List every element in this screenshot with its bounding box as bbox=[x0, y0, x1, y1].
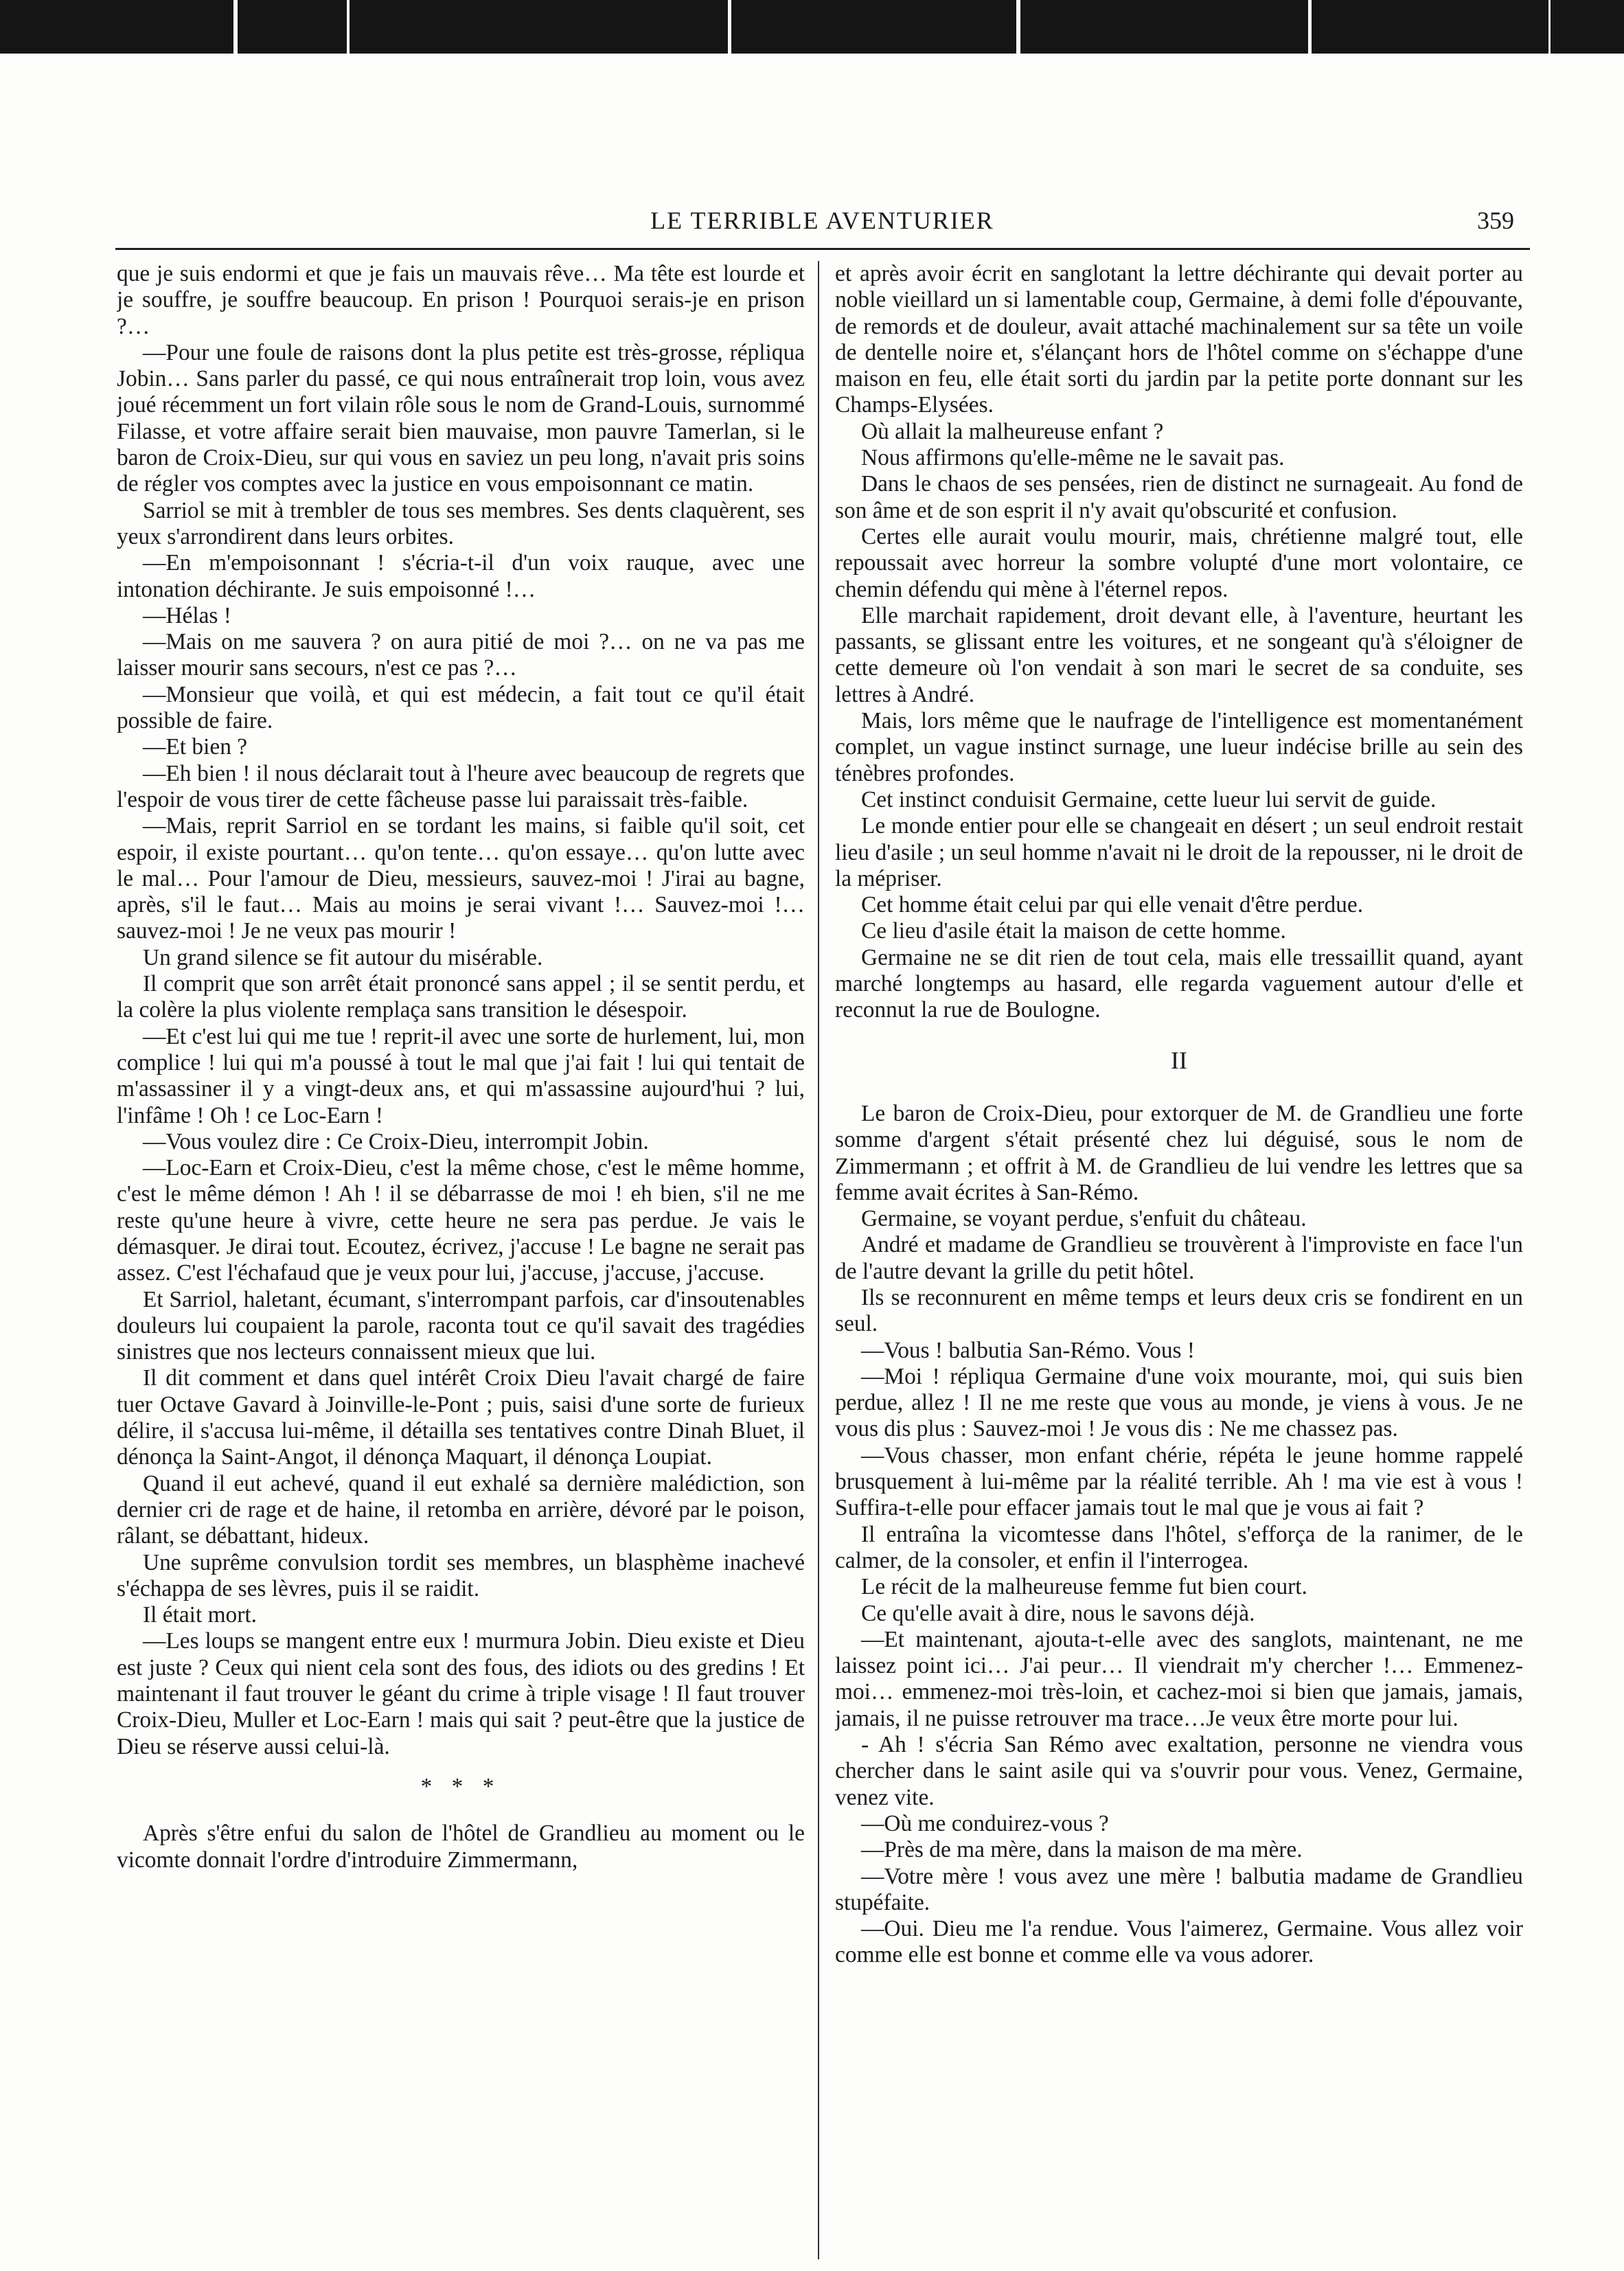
paragraph: —Les loups se mangent entre eux ! murmura Jobin. Dieu existe et Dieu est juste ? Ceux qui nient cela sont des fous, des idiots ou des gredins ! Et maintenant il faut trouver le géant du crime à triple visage ! Il faut trouver Croix-Dieu, Muller et Loc-Earn ! mais qui sait ? peut-être que la justice de Dieu se réserve aussi celui-là. bbox=[117, 1628, 805, 1759]
paragraph: Sarriol se mit à trembler de tous ses membres. Ses dents claquèrent, ses yeux s'arrondirent dans leurs orbites. bbox=[117, 497, 805, 549]
paragraph: Elle marchait rapidement, droit devant elle, à l'aventure, heurtant les passants, se glissant entre les voitures, et ne songeant qu'à s'éloigner de cette demeure où l'on vendait à son mari le secret de sa conduite, ses lettres à André. bbox=[835, 602, 1523, 707]
running-title: LE TERRIBLE AVENTURIER bbox=[650, 207, 994, 234]
paragraph: Ce qu'elle avait à dire, nous le savons déjà. bbox=[861, 1600, 1255, 1626]
section-separator: * * * bbox=[420, 1773, 501, 1799]
paragraph: Une suprême convulsion tordit ses membres, un blasphème inachevé s'échappa de ses lèvres, puis il se raidit. bbox=[117, 1549, 805, 1601]
paragraph: Cet homme était celui par qui elle venait d'être perdue. bbox=[861, 892, 1364, 918]
paragraph: Germaine ne se dit rien de tout cela, mais elle tressaillit quand, ayant marché longtemps au hasard, elle regarda vaguement autour d'elle et reconnut la rue de Boulogne. bbox=[835, 944, 1523, 1023]
page-number: 359 bbox=[1477, 207, 1514, 234]
paragraph: —Votre mère ! vous avez une mère ! balbutia madame de Grandlieu stupéfaite. bbox=[835, 1863, 1523, 1915]
paragraph: Il comprit que son arrêt était prononcé sans appel ; il se sentit perdu, et la colère la plus violente remplaça sans transition le désespoir. bbox=[117, 971, 805, 1023]
paragraph: et après avoir écrit en sanglotant la lettre déchirante qui devait porter au noble vieillard un si lamentable coup, Germaine, à demi folle d'épouvante, de remords et de douleur, avait attaché machinalement sur sa tête un voile de dentelle noire et, s'élançant hors de l'hôtel comme on s'échappe d'une maison en feu, elle était sorti du jardin par la petite porte donnant sur les Champs-Elysées. bbox=[835, 261, 1523, 418]
paragraph: Ils se reconnurent en même temps et leurs deux cris se fondirent en un seul. bbox=[835, 1284, 1523, 1337]
paragraph: Germaine, se voyant perdue, s'enfuit du château. bbox=[861, 1206, 1307, 1232]
paragraph: —Vous chasser, mon enfant chérie, répéta le jeune homme rappelé brusquement à lui-même par la réalité terrible. Ah ! ma vie est à vous ! Suffira-t-elle pour effacer jamais tout le mal que je vous ai fait ? bbox=[835, 1442, 1523, 1521]
right-column bbox=[835, 261, 1523, 2263]
paragraph: Mais, lors même que le naufrage de l'intelligence est momentanément complet, un vague instinct surnage, une lueur indécise brille au sein des ténèbres profondes. bbox=[835, 708, 1523, 786]
page-header bbox=[117, 203, 1528, 244]
paragraph: Le monde entier pour elle se changeait en désert ; un seul endroit restait lieu d'asile ; un seul homme n'avait ni le droit de la repousser, ni le droit de la mépriser. bbox=[835, 813, 1523, 891]
paragraph: —En m'empoisonnant ! s'écria-t-il d'un voix rauque, avec une intonation déchirante. Je suis empoisonné !… bbox=[117, 550, 805, 602]
paragraph: Il dit comment et dans quel intérêt Croix Dieu l'avait chargé de faire tuer Octave Gavard à Joinville-le-Pont ; puis, saisi d'une sorte de furieux délire, il s'accusa lui-même, il détailla ses tentatives contre Dinah Bluet, il dénonça la Saint-Angot, il dénonça Maquart, il dénonça Loupiat. bbox=[117, 1365, 805, 1470]
column-divider bbox=[818, 261, 819, 2259]
paragraph: que je suis endormi et que je fais un mauvais rêve… Ma tête est lourde et je souffre, je souffre beaucoup. En prison ! Pourquoi serais-je en prison ?… bbox=[117, 261, 805, 339]
paragraph: —Et maintenant, ajouta-t-elle avec des sanglots, maintenant, ne me laissez point ici… J'ai peur… Il viendrait m'y chercher !… Emmenez-moi… emmenez-moi très-loin, et cachez-moi si bien que jamais, jamais, jamais, il ne puisse retrouver ma trace…Je veux être morte pour lui. bbox=[835, 1626, 1523, 1731]
scan-top-band bbox=[0, 0, 1624, 54]
paragraph: —Où me conduirez-vous ? bbox=[861, 1810, 1109, 1836]
paragraph: —Vous ! balbutia San-Rémo. Vous ! bbox=[861, 1337, 1196, 1363]
paragraph: —Monsieur que voilà, et qui est médecin, a fait tout ce qu'il était possible de faire. bbox=[117, 681, 805, 734]
paragraph: Où allait la malheureuse enfant ? bbox=[861, 418, 1164, 444]
paragraph: —Et bien ? bbox=[143, 734, 248, 760]
paragraph: Le baron de Croix-Dieu, pour extorquer de M. de Grandlieu une forte somme d'argent s'était présenté chez lui déguisé, sous le nom de Zimmermann ; et offrit à M. de Grandlieu de lui vendre les lettres que sa femme avait écrites à San-Rémo. bbox=[835, 1100, 1523, 1205]
paragraph: Cet instinct conduisit Germaine, cette lueur lui servit de guide. bbox=[861, 786, 1437, 812]
paragraph: Après s'être enfui du salon de l'hôtel de Grandlieu au moment ou le vicomte donnait l'ordre d'introduire Zimmermann, bbox=[117, 1821, 805, 1873]
paragraph: —Eh bien ! il nous déclarait tout à l'heure avec beaucoup de regrets que l'espoir de vous tirer de cette fâcheuse passe lui paraissait très-faible. bbox=[117, 760, 805, 812]
paragraph: Nous affirmons qu'elle-même ne le savait pas. bbox=[861, 445, 1285, 471]
paragraph: —Mais on me sauvera ? on aura pitié de moi ?… on ne va pas me laisser mourir sans secours, n'est ce pas ?… bbox=[117, 629, 805, 681]
paragraph: Dans le chaos de ses pensées, rien de distinct ne surnageait. Au fond de son âme et de son esprit il n'y avait qu'obscurité et confusion. bbox=[835, 471, 1523, 523]
paragraph: André et madame de Grandlieu se trouvèrent à l'improviste en face l'un de l'autre devant la grille du petit hôtel. bbox=[835, 1232, 1523, 1284]
paragraph: —Mais, reprit Sarriol en se tordant les mains, si faible qu'il soit, cet espoir, il existe pourtant… qu'on tente… qu'on essaye… qu'on lutte avec le mal… Pour l'amour de Dieu, messieurs, sauvez-moi ! J'irai au bagne, après, s'il le faut… Mais au moins je serai vivant !… Sauvez-moi !… sauvez-moi ! Je ne veux pas mourir ! bbox=[117, 813, 805, 944]
paragraph: Il était mort. bbox=[143, 1602, 257, 1628]
paragraph: Il entraîna la vicomtesse dans l'hôtel, s'efforça de la ranimer, de le calmer, de la consoler, et enfin il l'interrogea. bbox=[835, 1521, 1523, 1573]
paragraph: —Hélas ! bbox=[143, 602, 231, 628]
paragraph: —Oui. Dieu me l'a rendue. Vous l'aimerez, Germaine. Vous allez voir comme elle est bonne et comme elle va vous adorer. bbox=[835, 1916, 1523, 1968]
paragraph: —Loc-Earn et Croix-Dieu, c'est la même chose, c'est le même homme, c'est le même démon ! Ah ! il se débarrasse de moi ! eh bien, s'il ne me reste qu'une heure à vivre, cette heure ne sera pas perdue. Je vais le démasquer. Je dirai tout. Ecoutez, écrivez, j'accuse ! Le bagne ne serait pas assez. C'est l'échafaud que je veux pour lui, j'accuse, j'accuse, j'accuse. bbox=[117, 1155, 805, 1286]
header-rule bbox=[115, 248, 1530, 250]
paragraph: Ce lieu d'asile était la maison de cette homme. bbox=[861, 918, 1286, 944]
paragraph: —Vous voulez dire : Ce Croix-Dieu, interrompit Jobin. bbox=[143, 1128, 649, 1154]
left-column bbox=[117, 261, 805, 2263]
paragraph: Quand il eut achevé, quand il eut exhalé sa dernière malédiction, son dernier cri de rage et de haine, il retomba en arrière, dévoré par le poison, râlant, se débattant, hideux. bbox=[117, 1470, 805, 1549]
paragraph: —Moi ! répliqua Germaine d'une voix mourante, moi, qui suis bien perdue, allez ! Il ne me reste que vous au monde, je viens à vous. Je ne vous dis plus : Sauvez-moi ! Je vous dis : Ne me chassez pas. bbox=[835, 1363, 1523, 1442]
paragraph: Et Sarriol, haletant, écumant, s'interrompant parfois, car d'insoutenables douleurs lui coupaient la parole, raconta tout ce qu'il savait des tragédies sinistres que nos lecteurs connaissent mieux que lui. bbox=[117, 1286, 805, 1365]
paragraph: Certes elle aurait voulu mourir, mais, chrétienne malgré tout, elle repoussait avec horreur la sombre volupté d'une mort volontaire, ce chemin défendu qui mène à l'éternel repos. bbox=[835, 523, 1523, 602]
paragraph: —Pour une foule de raisons dont la plus petite est très-grosse, répliqua Jobin… Sans parler du passé, ce qui nous entraînerait trop loin, vous avez joué récemment un fort vilain rôle sous le nom de Grand-Louis, surnommé Filasse, et votre affaire serait bien mauvaise, mon pauvre Tamerlan, si le baron de Croix-Dieu, sur qui vous en saviez un peu long, n'avait pris soins de régler vos comptes avec la justice en vous empoisonnant ce matin. bbox=[117, 339, 805, 497]
paragraph: Le récit de la malheureuse femme fut bien court. bbox=[861, 1574, 1307, 1600]
paragraph: Un grand silence se fit autour du misérable. bbox=[143, 944, 543, 970]
chapter-heading: II bbox=[1171, 1046, 1187, 1074]
paragraph: - Ah ! s'écria San Rémo avec exaltation, personne ne viendra vous chercher dans le saint asile qui va s'ouvrir pour vous. Venez, Germaine, venez vite. bbox=[835, 1732, 1523, 1810]
paragraph: —Et c'est lui qui me tue ! reprit-il avec une sorte de hurlement, lui, mon complice ! lui qui m'a poussé à tout le mal que j'ai fait ! lui qui tentait de m'assassiner il y a vingt-deux ans, et qui m'assassine aujourd'hui ? lui, l'infâme ! Oh ! ce Loc-Earn ! bbox=[117, 1023, 805, 1128]
paragraph: —Près de ma mère, dans la maison de ma mère. bbox=[861, 1837, 1303, 1863]
